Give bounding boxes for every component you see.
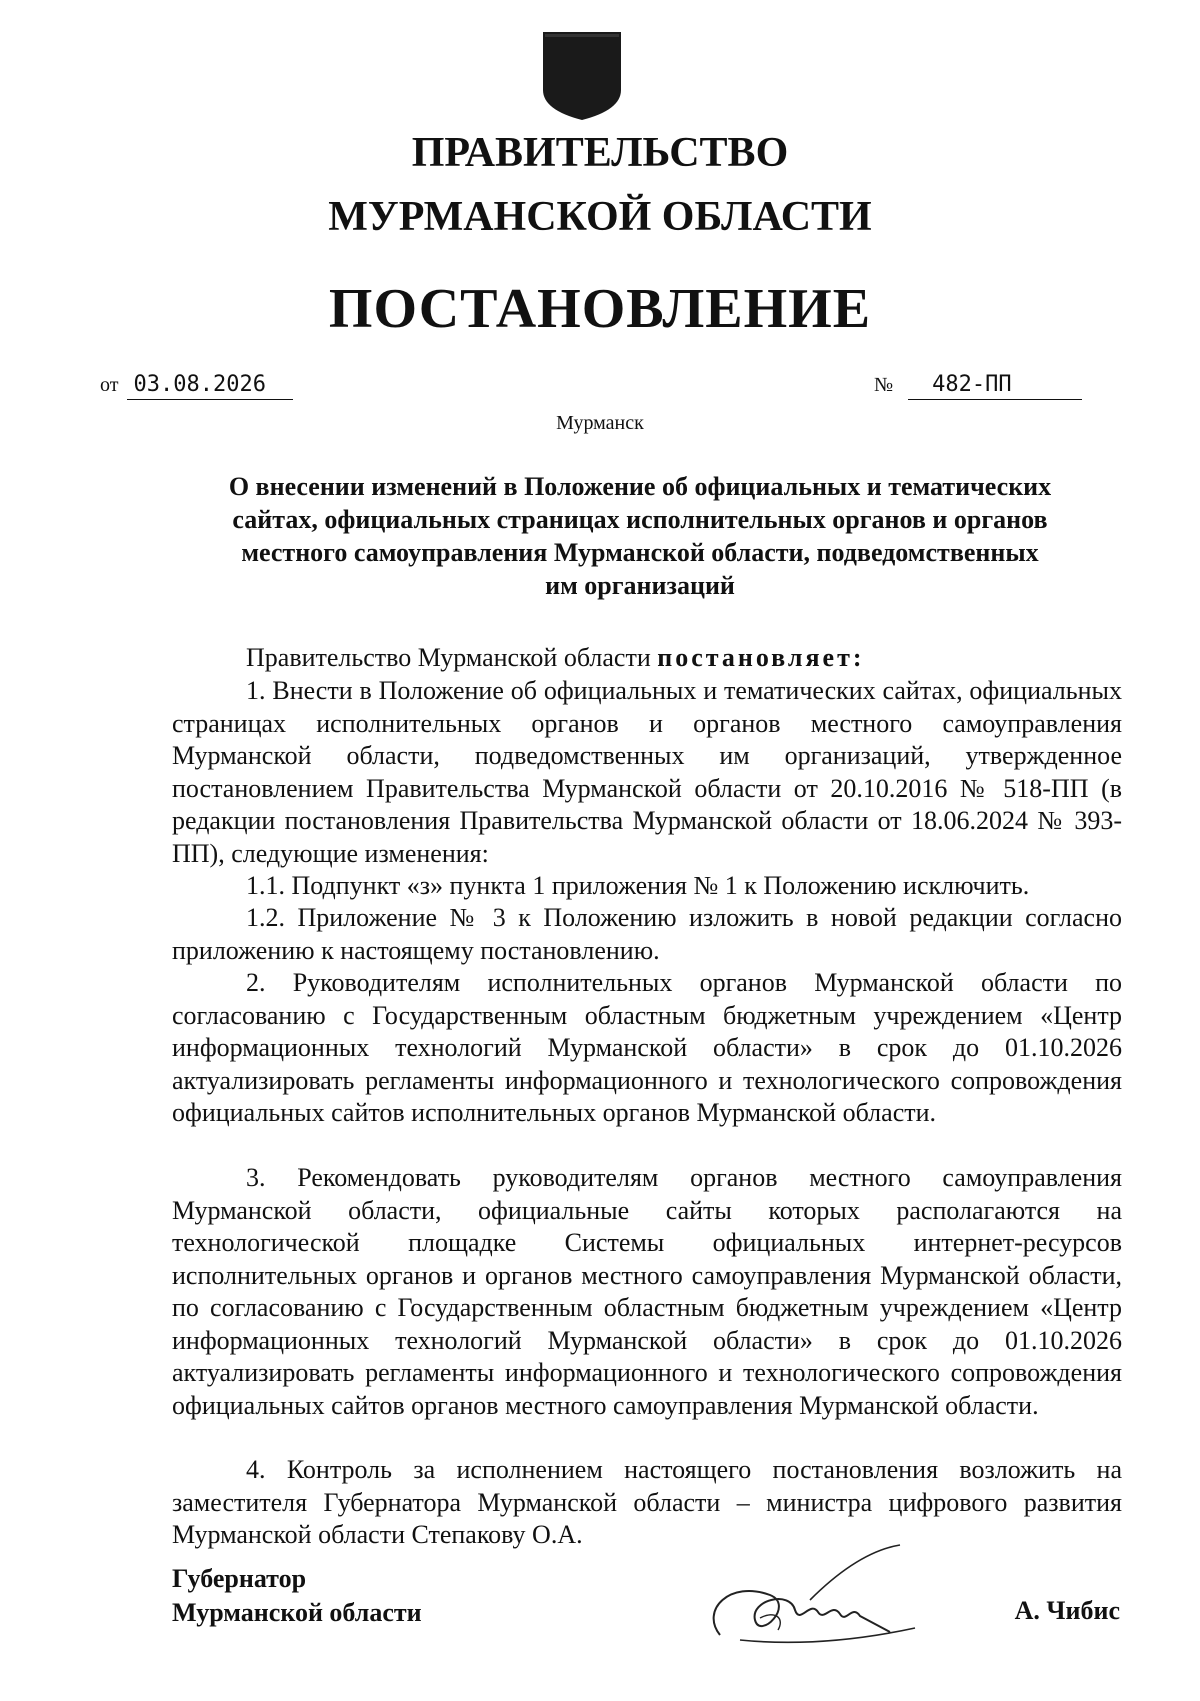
intro-text: Правительство Мурманской области	[246, 643, 658, 672]
paragraph-1-1: 1.1. Подпункт «з» пункта 1 приложения № 1 к Положению исключить.	[246, 871, 1030, 900]
document-title	[170, 470, 1110, 602]
number-row	[874, 372, 1082, 400]
paragraph-1: 1. Внести в Положение об официальных и тематических сайтах, официальных страницах исполнительных органов и органов местного самоуправления Мурманской области, подведомственных им организаций, утвержденное постановлением Правительства Мурманской области от 20.10.2016 № 518-ПП (в редакции постановления Правительства Мурманской области от 18.06.2024 № 393-ПП), следующие изменения:	[172, 676, 1122, 868]
org-name-line2: МУРМАНСКОЙ ОБЛАСТИ	[328, 194, 872, 240]
city: Мурманск	[556, 412, 644, 434]
date-prefix: от	[100, 374, 119, 396]
document-type: ПОСТАНОВЛЕНИЕ	[328, 278, 872, 340]
signatory-title-line1: Губернатор	[172, 1564, 307, 1593]
signatory-title-line2: Мурманской области	[172, 1598, 422, 1627]
paragraph-4: 4. Контроль за исполнением настоящего постановления возложить на заместителя Губернатора Мурманской области – министра цифрового развития Мурманской области Степакову О.А.	[172, 1455, 1122, 1549]
title-line: им организаций	[545, 571, 735, 600]
signatory-title	[172, 1562, 422, 1630]
title-line: О внесении изменений в Положение об официальных и тематических	[228, 472, 1052, 501]
org-name-line1: ПРАВИТЕЛЬСТВО	[411, 130, 789, 176]
paragraph-3: 3. Рекомендовать руководителям органов местного самоуправления Мурманской области, официальные сайты которых располагаются на технологической площадке Системы официальных интернет-ресурсов исполнительных органов и органов местного самоуправления Мурманской области, по согласованию с Государственным областным бюджетным учреждением «Центр информационных технологий Мурманской области» в срок до 01.10.2026 актуализировать регламенты информационного и технологического сопровождения официальных сайтов органов местного самоуправления Мурманской области.	[172, 1163, 1122, 1420]
document-date: 03.08.2026	[127, 372, 293, 400]
document-number: 482-ПП	[908, 372, 1082, 400]
title-line: местного самоуправления Мурманской области, подведомственных	[241, 538, 1039, 567]
signatory-name: А. Чибис	[1014, 1596, 1120, 1625]
intro-emphasis: постановляет:	[657, 643, 865, 672]
date-row	[100, 372, 293, 400]
title-line: сайтах, официальных страницах исполнительных органов и органов	[232, 505, 1048, 534]
coat-of-arms-icon	[541, 30, 623, 122]
paragraph-1-2: 1.2. Приложение № 3 к Положению изложить в новой редакции согласно приложению к настоящему постановлению.	[172, 903, 1122, 965]
intro-paragraph	[246, 642, 1196, 675]
paragraph-2: 2. Руководителям исполнительных органов Мурманской области по согласованию с Государственным областным бюджетным учреждением «Центр информационных технологий Мурманской области» в срок до 01.10.2026 актуализировать регламенты информационного и технологического сопровождения официальных сайтов исполнительных органов Мурманской области.	[172, 968, 1122, 1127]
handwritten-signature	[700, 1540, 920, 1660]
number-prefix: №	[874, 374, 894, 396]
